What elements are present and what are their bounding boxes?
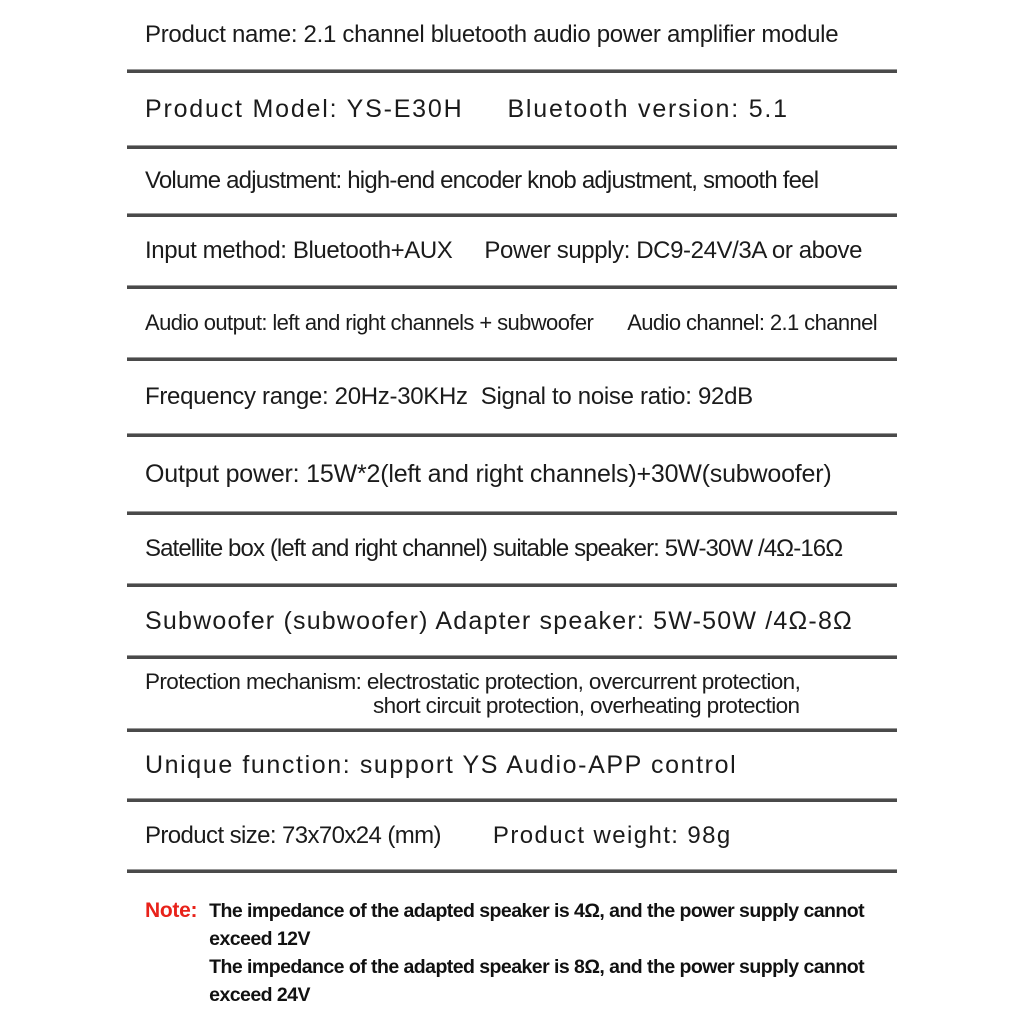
note-line-1: The impedance of the adapted speaker is 4Ω, and the power supply cannot exceed 12V — [209, 900, 865, 950]
spec-row-unique-function — [127, 732, 897, 798]
spec-text-product-weight: Product weight: 98g — [492, 821, 732, 849]
spec-text-volume-adjustment: Volume adjustment: high-end encoder knob adjustment, smooth feel — [145, 167, 819, 194]
spec-text-signal-noise-ratio: Signal to noise ratio: 92dB — [480, 383, 753, 410]
spec-text-protection — [145, 670, 800, 718]
spec-row-input-power — [127, 217, 897, 285]
spec-row-output-power — [127, 437, 897, 511]
spec-text-input-method: Input method: Bluetooth+AUX — [145, 237, 453, 264]
spec-text-protection-line1: Protection mechanism: electrostatic protection, overcurrent protection, — [145, 668, 801, 694]
note-line-2: The impedance of the adapted speaker is 8Ω, and the power supply cannot exceed 24V — [209, 956, 865, 1006]
spec-row-volume-adjustment — [127, 149, 897, 213]
spec-row-model-bluetooth — [127, 73, 897, 145]
spec-text-audio-output: Audio output: left and right channels + subwoofer — [145, 310, 594, 335]
spec-row-size-weight — [127, 802, 897, 869]
spec-text-product-model: Product Model: YS-E30H — [145, 94, 464, 123]
spec-text-product-size: Product size: 73x70x24 (mm) — [145, 821, 441, 849]
spec-text-output-power: Output power: 15W*2(left and right channels)+30W(subwoofer) — [145, 459, 832, 488]
spec-text-power-supply: Power supply: DC9-24V/3A or above — [484, 237, 863, 264]
spec-row-satellite-box — [127, 515, 897, 583]
note-lines — [209, 897, 897, 1009]
spec-row-protection — [127, 659, 897, 728]
spec-row-frequency-snr — [127, 361, 897, 433]
spec-text-unique-function: Unique function: support YS Audio-APP control — [145, 750, 738, 779]
spec-text-subwoofer: Subwoofer (subwoofer) Adapter speaker: 5W-50W /4Ω-8Ω — [145, 606, 853, 635]
spec-text-protection-line2: short circuit protection, overheating protection — [373, 692, 800, 718]
spec-sheet — [127, 0, 897, 1009]
note-label: Note: — [145, 899, 198, 922]
spec-row-audio-output-channel — [127, 289, 897, 357]
divider — [127, 869, 897, 873]
spec-text-satellite-box: Satellite box (left and right channel) suitable speaker: 5W-30W /4Ω-16Ω — [145, 535, 843, 562]
spec-text-audio-channel: Audio channel: 2.1 channel — [627, 310, 878, 335]
note-block — [127, 897, 897, 1009]
spec-text-product-name: Product name: 2.1 channel bluetooth audio power amplifier module — [145, 20, 839, 48]
spec-row-subwoofer — [127, 587, 897, 655]
spec-text-bluetooth-version: Bluetooth version: 5.1 — [507, 94, 789, 123]
spec-text-frequency-range: Frequency range: 20Hz-30KHz — [145, 383, 468, 410]
spec-row-product-name — [127, 0, 897, 69]
